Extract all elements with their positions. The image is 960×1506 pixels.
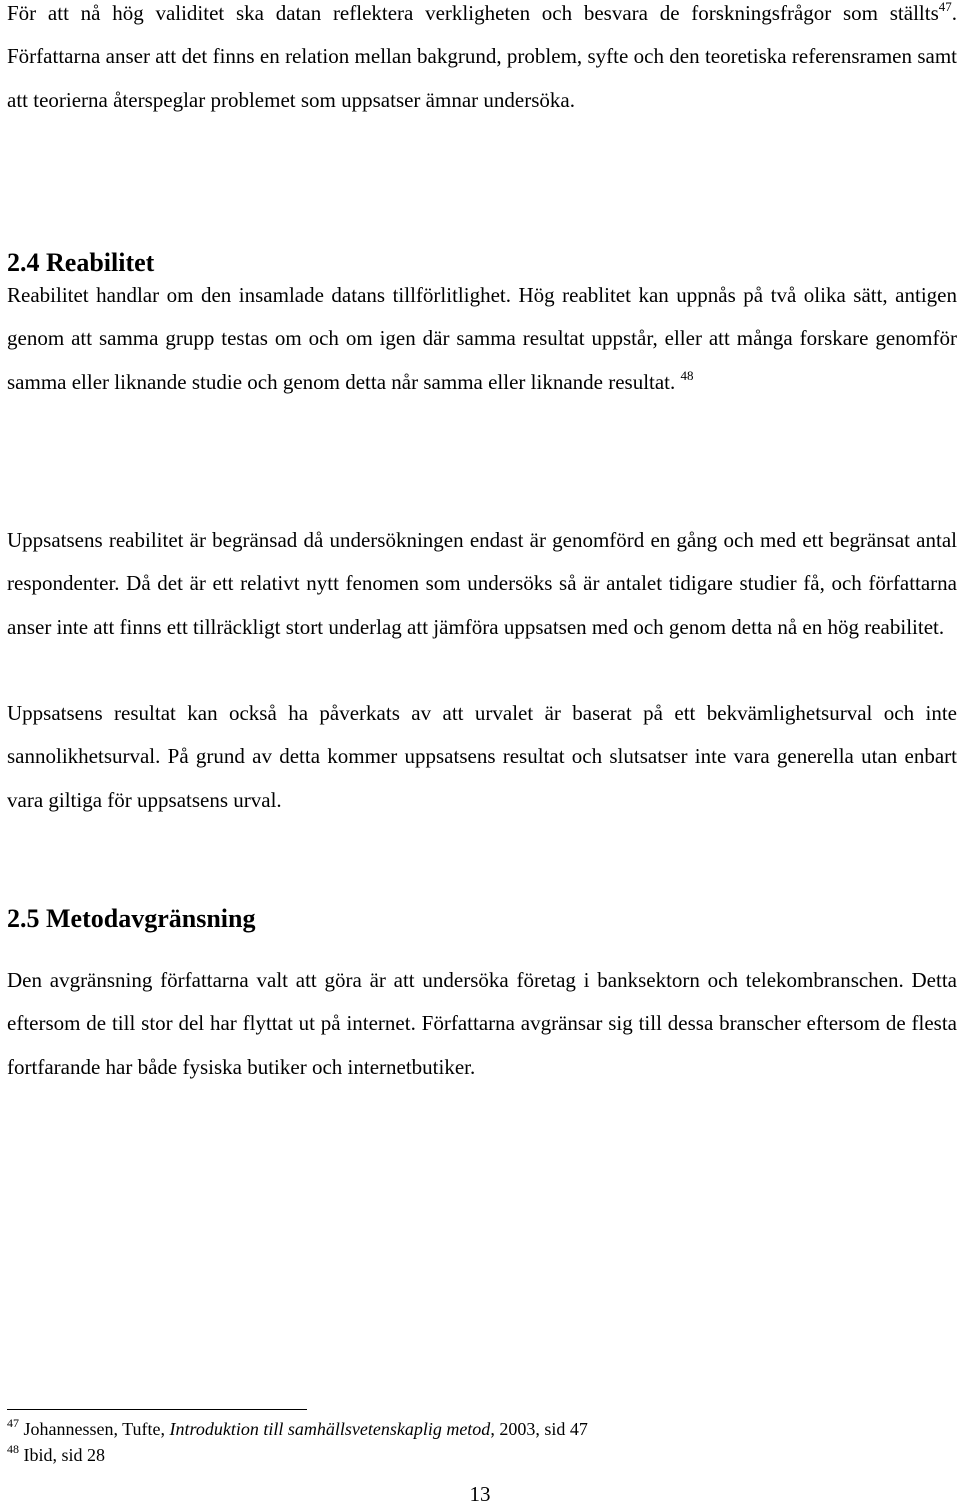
intro-text-2: . Författarna anser att det finns en relation mellan bakgrund, problem, syfte och den teoretiska referensramen samt att teorierna återspeglar problemet som uppsatser ämnar undersöka. bbox=[7, 1, 957, 112]
reabilitet-paragraph-1-text: Reabilitet handlar om den insamlade datans tillförlitlighet. Hög reablitet kan uppnås på två olika sätt, antigen genom att samma grupp testas om och om igen där samma resultat uppstår, eller att många forskare genomför samma eller liknande studie och genom detta når samma eller liknande resultat. bbox=[7, 283, 957, 394]
footnote-ref-47[interactable]: 47 bbox=[938, 0, 952, 14]
footnote-separator bbox=[7, 1409, 307, 1410]
intro-paragraph bbox=[7, 0, 957, 122]
heading-metodavgransning: 2.5 Metodavgränsning bbox=[7, 904, 256, 933]
footnote-book-title: Introduktion till samhällsvetenskaplig metod bbox=[169, 1419, 491, 1439]
footnote-text-after: , 2003, sid 47 bbox=[490, 1419, 588, 1439]
footnote-number: 47 bbox=[7, 1416, 19, 1430]
page-number: 13 bbox=[469, 1482, 491, 1506]
metodavgransning-paragraph-1: Den avgränsning författarna valt att göra är att undersöka företag i banksektorn och telekombranschen. Detta eftersom de till stor del har flyttat ut på internet. Författarna avgränsar sig till dessa branscher eftersom de flesta fortfarande har både fysiska butiker och internetbutiker. bbox=[7, 968, 957, 1079]
footnote-text-before: Ibid, sid 28 bbox=[19, 1445, 106, 1465]
footnote-48 bbox=[7, 1444, 105, 1466]
reabilitet-paragraph-2: Uppsatsens reabilitet är begränsad då undersökningen endast är genomförd en gång och med ett begränsat antal respondenter. Då det är ett relativt nytt fenomen som undersöks så är antalet tidigare studier få, och författarna anser inte att finns ett tillräckligt stort underlag att jämföra uppsatsen med och genom detta nå en hög reabilitet. bbox=[7, 528, 957, 639]
footnote-text-before: Johannessen, Tufte, bbox=[19, 1419, 170, 1439]
reabilitet-paragraph-3: Uppsatsens resultat kan också ha påverkats av att urvalet är baserat på ett bekvämlighetsurval och inte sannolikhetsurval. På grund av detta kommer uppsatsens resultat och slutsatser inte vara generella utan enbart vara giltiga för uppsatsens urval. bbox=[7, 701, 957, 812]
reabilitet-paragraph-1 bbox=[7, 274, 957, 404]
footnote-number: 48 bbox=[7, 1442, 19, 1456]
heading-reabilitet: 2.4 Reabilitet bbox=[7, 248, 155, 277]
intro-text-1: För att nå hög validitet ska datan reflektera verkligheten och besvara de forskningsfrågor som ställts bbox=[7, 1, 939, 25]
footnote-47 bbox=[7, 1418, 588, 1440]
footnote-ref-48[interactable]: 48 bbox=[680, 367, 694, 383]
